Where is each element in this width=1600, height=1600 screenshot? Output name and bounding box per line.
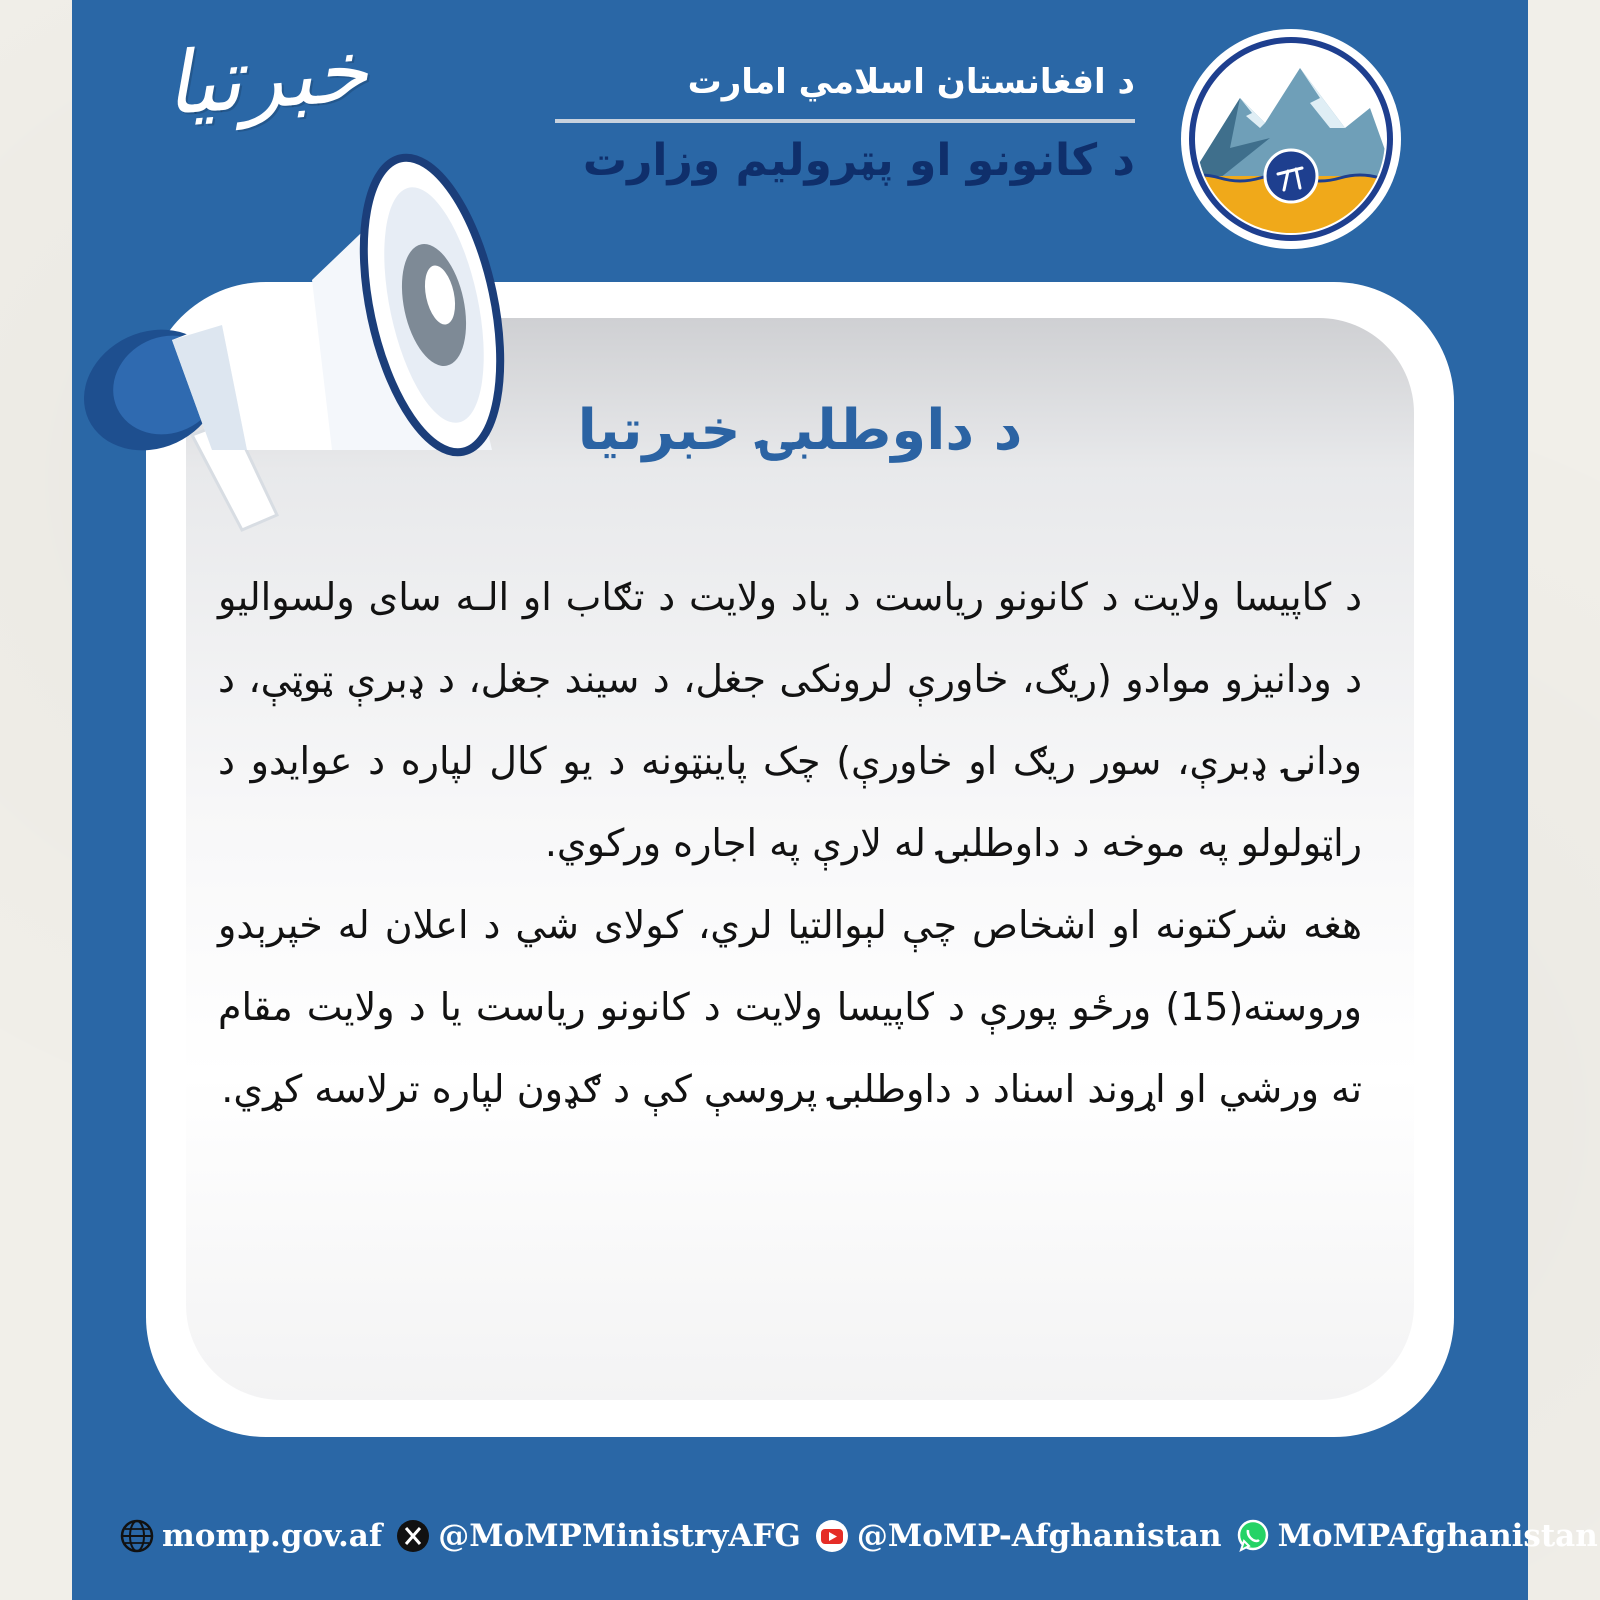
- youtube-label: @MoMP-Afghanistan: [856, 1518, 1222, 1554]
- x-icon: [396, 1519, 430, 1553]
- header-emirate: د افغانستان اسلامي امارت: [687, 62, 1135, 102]
- brand-wordmark: خبرتيا: [161, 21, 371, 135]
- footer-whatsapp[interactable]: [1236, 1518, 1598, 1554]
- footer-x[interactable]: [396, 1518, 801, 1554]
- ministry-logo: [1180, 28, 1402, 250]
- megaphone-icon: [72, 150, 532, 550]
- ministry-header: [555, 62, 1135, 188]
- header-ministry: د کانونو او پټرولیم وزارت: [582, 134, 1135, 186]
- footer-website[interactable]: [120, 1518, 382, 1554]
- globe-icon: [120, 1519, 154, 1553]
- youtube-icon: [815, 1519, 849, 1553]
- notice-body: [218, 556, 1362, 1130]
- website-label: momp.gov.af: [162, 1518, 383, 1554]
- header-divider: [555, 119, 1135, 123]
- notice-title: د داوطلبۍ خبرتيا: [577, 398, 1023, 463]
- whatsapp-icon: [1236, 1519, 1270, 1553]
- footer-youtube[interactable]: [815, 1518, 1222, 1554]
- notice-paragraph-2: هغه شرکتونه او اشخاص چې لېوالتیا لري، کولای شي د اعلان له خپرېدو وروسته(15) ورځو پورې د کاپیسا ولایت د کانونو ریاست یا د ولایت مقام ته ورشي او اړوند اسناد د داوطلبۍ پروسې کې د ګډون لپاره ترلاسه کړي.: [218, 903, 1362, 1111]
- whatsapp-label: MoMPAfghanistan: [1277, 1518, 1598, 1554]
- x-handle-label: @MoMPMinistryAFG: [438, 1518, 801, 1554]
- notice-paragraph-1: د کاپیسا ولایت د کانونو ریاست د یاد ولایت د تګاب او الـه سای ولسوالیو د ودانیزو موادو (ریګ، خاورې لرونکی جغل، د سیند جغل، د ډبرې ټوټې، د ودانۍ ډبرې، سور ریګ او خاورې) چک پاینټونه د یو کال لپاره د عوایدو د راټولولو په موخه د داوطلبۍ له لارې په اجاره ورکوي.: [218, 575, 1362, 865]
- footer-contacts: [120, 1508, 1598, 1564]
